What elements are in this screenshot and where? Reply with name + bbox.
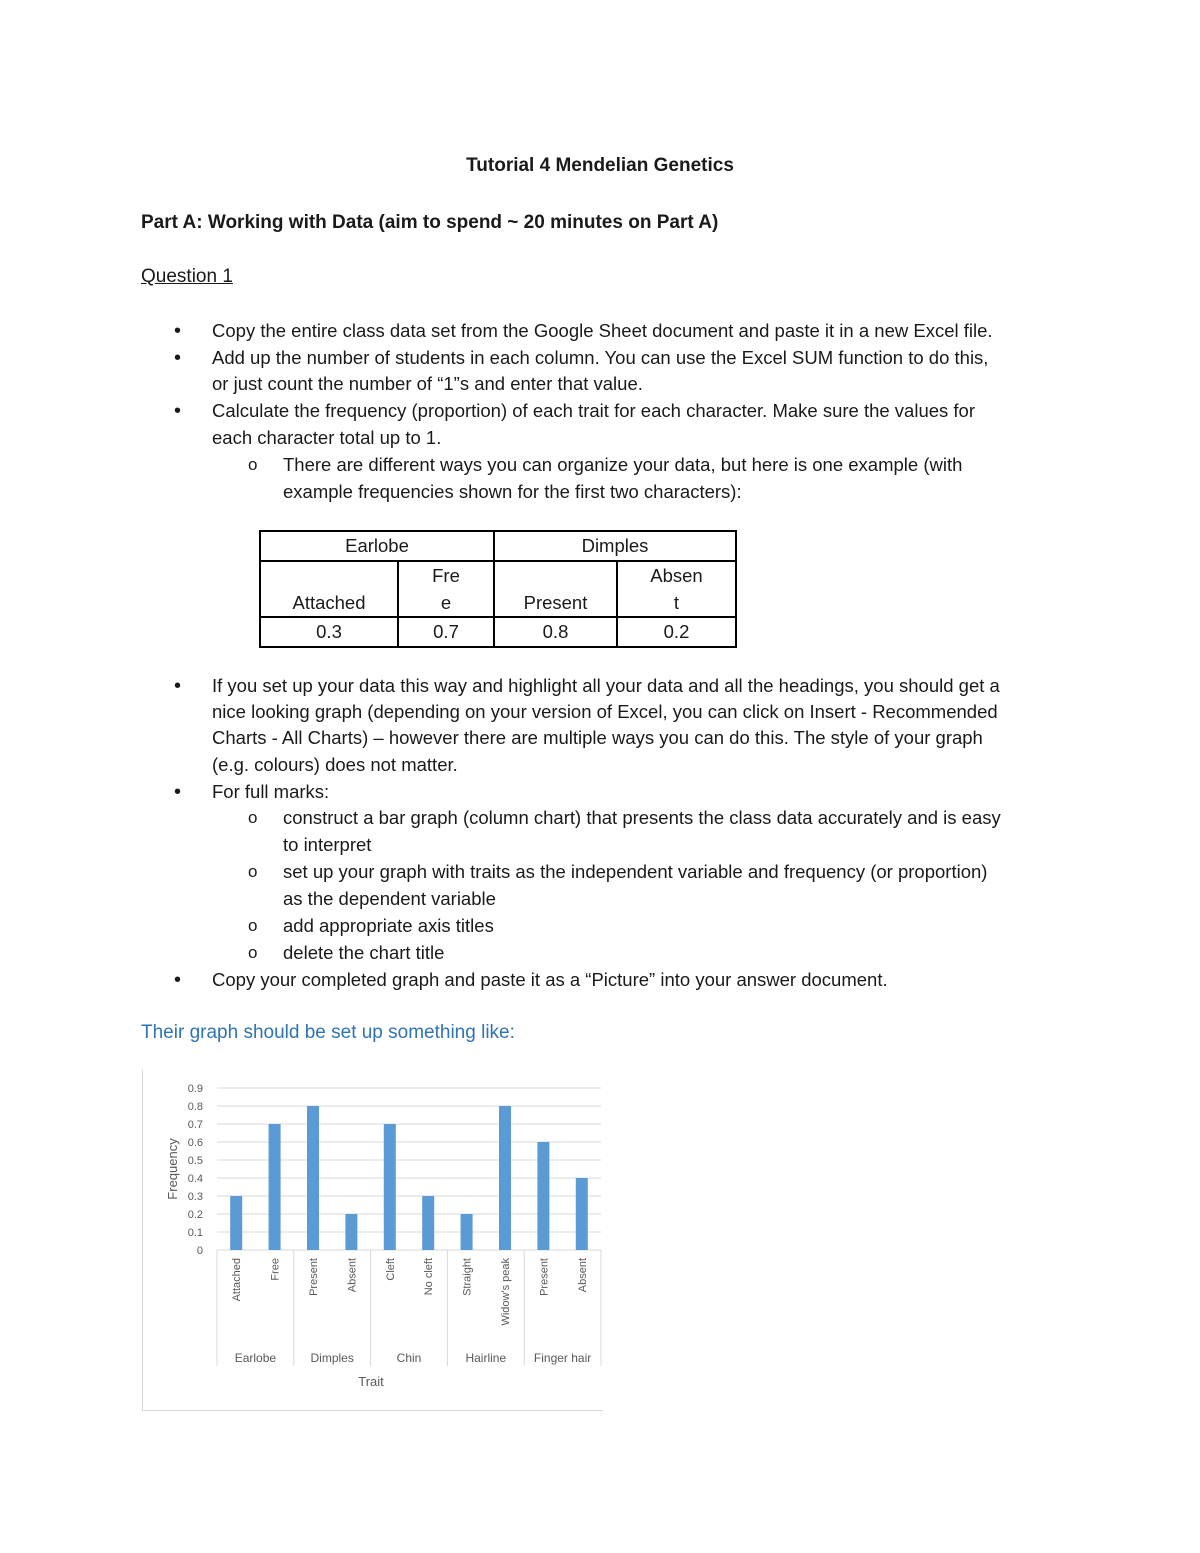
bar-widow-s-peak [499, 1106, 511, 1250]
y-tick-label: 0.4 [187, 1173, 203, 1185]
table-header-absent: Absen t [617, 561, 736, 617]
table-cell: 0.8 [494, 617, 617, 647]
y-tick-label: 0.2 [187, 1209, 203, 1221]
x-group-label: Hairline [465, 1351, 507, 1365]
page-title: Tutorial 4 Mendelian Genetics [466, 155, 734, 176]
y-tick-label: 0.1 [187, 1227, 203, 1239]
instruction-graph-line3: Charts - All Charts) – however there are multiple ways you can do this. The style of your graph [212, 727, 983, 748]
x-category-label: Widow's peak [500, 1258, 512, 1326]
y-tick-label: 0.5 [187, 1155, 203, 1167]
subbullet-marker: o [248, 862, 258, 881]
criterion-bar-graph-line1: construct a bar graph (column chart) that presents the class data accurately and is easy [283, 807, 1001, 828]
bullet-marker: • [174, 320, 182, 342]
bar-present [307, 1106, 319, 1250]
table-header-attached: Attached [260, 561, 398, 617]
y-tick-label: 0 [196, 1245, 203, 1257]
subbullet-marker: o [248, 943, 258, 962]
bar-present [537, 1142, 549, 1250]
bullet-marker: • [174, 675, 182, 697]
criterion-axis-titles: add appropriate axis titles [283, 915, 494, 936]
instruction-full-marks: For full marks: [212, 781, 330, 802]
x-group-label: Dimples [310, 1351, 354, 1365]
y-tick-label: 0.8 [187, 1101, 203, 1113]
y-tick-label: 0.6 [187, 1137, 203, 1149]
instruction-organize-line1: There are different ways you can organize your data, but here is one example (with [283, 454, 963, 475]
example-frequency-table [259, 530, 737, 648]
x-category-label: Absent [346, 1258, 359, 1293]
y-tick-label: 0.9 [187, 1083, 203, 1095]
bullet-marker: • [174, 781, 182, 803]
table-group-earlobe: Earlobe [260, 531, 494, 561]
instruction-frequency-line1: Calculate the frequency (proportion) of each trait for each character. Make sure the values for [212, 400, 976, 421]
x-category-label: Present [308, 1258, 320, 1296]
instruction-sum-line2: or just count the number of “1”s and enter that value. [212, 373, 643, 394]
x-axis-title: Trait [358, 1374, 384, 1389]
bar-attached [230, 1196, 242, 1250]
part-heading: Part A: Working with Data (aim to spend ~ 20 minutes on Part A) [141, 212, 719, 233]
table-header-free: Fre e [398, 561, 494, 617]
table-header-present: Present [494, 561, 617, 617]
subbullet-marker: o [248, 808, 258, 827]
graph-intro-heading: Their graph should be set up something like: [141, 1022, 515, 1043]
criterion-bar-graph-line2: to interpret [283, 834, 372, 855]
instruction-graph-line4: (e.g. colours) does not matter. [212, 754, 458, 775]
table-cell: 0.2 [617, 617, 736, 647]
table-cell: 0.3 [260, 617, 398, 647]
instruction-copy-data: Copy the entire class data set from the Google Sheet document and paste it in a new Excel file. [212, 320, 993, 341]
instruction-paste-picture: Copy your completed graph and paste it as a “Picture” into your answer document. [212, 969, 888, 990]
chart-frame [142, 1070, 603, 1411]
subbullet-marker: o [248, 455, 258, 474]
x-category-label: Attached [231, 1258, 244, 1302]
table-group-dimples: Dimples [494, 531, 736, 561]
y-tick-label: 0.3 [187, 1191, 203, 1203]
y-tick-label: 0.7 [187, 1119, 203, 1131]
criterion-variables-line2: as the dependent variable [283, 888, 496, 909]
bar-absent [576, 1178, 588, 1250]
x-category-label: No cleft [423, 1258, 436, 1296]
instruction-graph-line1: If you set up your data this way and highlight all your data and all the headings, you should get a [212, 675, 1000, 696]
bar-straight [461, 1214, 473, 1250]
x-category-label: Free [269, 1258, 282, 1281]
bullet-marker: • [174, 347, 182, 369]
bar-absent [345, 1214, 357, 1250]
x-category-label: Cleft [384, 1258, 397, 1281]
y-axis-title: Frequency [165, 1138, 180, 1200]
table-cell: 0.7 [398, 617, 494, 647]
x-group-label: Finger hair [533, 1351, 592, 1365]
bullet-marker: • [174, 400, 182, 422]
instruction-frequency-line2: each character total up to 1. [212, 427, 442, 448]
bullet-marker: • [174, 969, 182, 991]
bar-no-cleft [422, 1196, 434, 1250]
x-category-label: Straight [461, 1258, 474, 1296]
question-label: Question 1 [141, 266, 233, 287]
criterion-variables-line1: set up your graph with traits as the independent variable and frequency (or proportion) [283, 861, 988, 882]
criterion-delete-title: delete the chart title [283, 942, 445, 963]
bar-cleft [384, 1124, 396, 1250]
instruction-graph-line2: nice looking graph (depending on your version of Excel, you can click on Insert - Recommended [212, 701, 998, 722]
x-category-label: Absent [576, 1258, 589, 1293]
frequency-bar-chart [143, 1070, 603, 1410]
instruction-organize-line2: example frequencies shown for the first two characters): [283, 481, 742, 502]
subbullet-marker: o [248, 916, 258, 935]
x-group-label: Earlobe [234, 1351, 277, 1365]
bar-free [269, 1124, 281, 1250]
x-group-label: Chin [396, 1351, 422, 1365]
x-category-label: Present [538, 1258, 551, 1296]
instruction-sum-line1: Add up the number of students in each column. You can use the Excel SUM function to do this, [212, 347, 989, 368]
